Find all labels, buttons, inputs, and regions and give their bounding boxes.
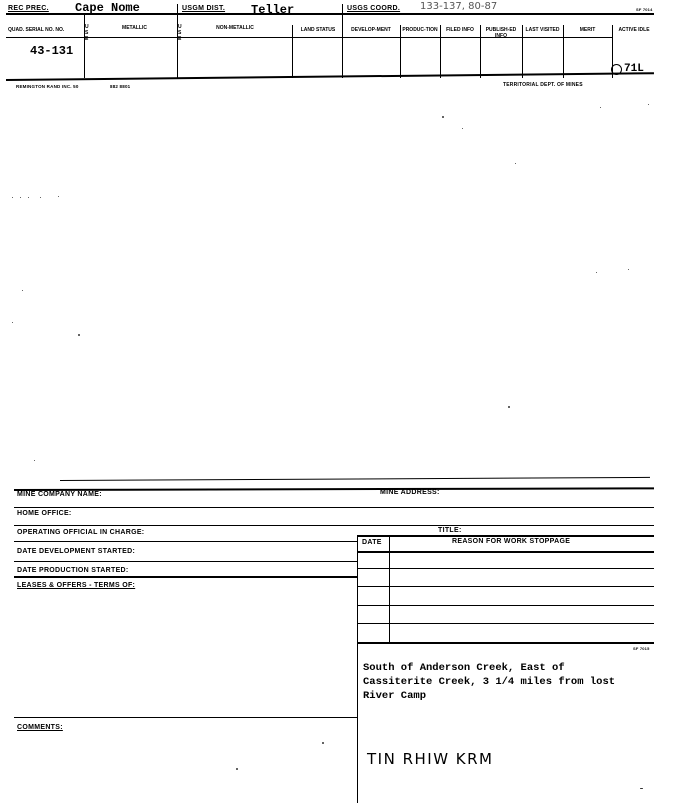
date-prod-rule <box>14 576 358 578</box>
published-info-header: PUBLISH-ED INFO <box>485 27 517 39</box>
merit-header: MERIT <box>579 27 596 33</box>
comments-rule <box>14 717 358 718</box>
development-header: DEVELOP-MENT <box>351 27 391 33</box>
printer-codes: 882 8801 <box>110 84 131 89</box>
stoppage-top-rule <box>357 535 654 537</box>
active-idle-value: 71L <box>624 63 644 75</box>
grid-divider <box>292 25 293 78</box>
production-header: PRODUC-TION <box>402 27 438 33</box>
grid-bottom-rule <box>6 72 654 81</box>
date-development-label: DATE DEVELOPMENT STARTED: <box>17 548 136 555</box>
rec-prec-value: Cape Nome <box>75 1 140 15</box>
stoppage-row-rule <box>357 623 654 624</box>
location-line-1: South of Anderson Creek, East of <box>363 662 565 674</box>
grid-divider <box>563 25 564 78</box>
home-office-label: HOME OFFICE: <box>17 510 72 517</box>
reason-column-header: REASON FOR WORK STOPPAGE <box>452 538 571 545</box>
usgm-dist-value: Teller <box>251 3 295 17</box>
quad-serial-value: 43-131 <box>30 44 74 58</box>
usgm-dist-label: USGM DIST. <box>182 5 226 12</box>
grid-divider <box>522 25 523 78</box>
metallic-header: METALLIC <box>122 25 147 31</box>
date-dev-rule <box>14 541 358 542</box>
date-column-divider <box>389 535 390 642</box>
mine-address-label: MINE ADDRESS: <box>380 489 440 496</box>
date-production-label: DATE PRODUCTION STARTED: <box>17 567 129 574</box>
quad-serial-header: QUAD. SERIAL NO. NO. <box>8 27 65 33</box>
home-office-rule <box>14 507 654 508</box>
use-letters-nonmetallic: U S E <box>178 24 182 42</box>
filed-info-header: FILED INFO <box>446 27 474 33</box>
land-status-header: LAND STATUS <box>300 27 336 33</box>
date-prod-top-rule <box>14 561 358 562</box>
usgs-coord-value: 133-137, 80-87 <box>420 1 498 12</box>
use-letters-metallic: U S E <box>85 24 89 42</box>
form-number-2: SF 7015 <box>633 646 650 651</box>
stoppage-row-rule <box>357 586 654 587</box>
date-column-header: DATE <box>362 539 382 546</box>
active-idle-header: ACTIVE IDLE <box>618 27 650 33</box>
location-line-2: Cassiterite Creek, 3 1/4 miles from lost <box>363 676 616 688</box>
grid-divider <box>400 25 401 78</box>
nonmetallic-header: NON-METALLIC <box>216 25 254 31</box>
lower-top-rule <box>60 477 650 481</box>
operating-official-rule <box>14 525 654 526</box>
printer-mark: REMINGTON RAND INC. 50 <box>16 84 79 89</box>
grid-divider <box>342 4 343 78</box>
header-top-rule <box>6 13 654 15</box>
title-label: TITLE: <box>438 527 462 534</box>
department-name: TERRITORIAL DEPT. OF MINES <box>503 82 583 88</box>
location-line-3: River Camp <box>363 690 427 702</box>
grid-divider <box>440 25 441 78</box>
grid-divider <box>480 25 481 78</box>
form-number: SF 7014 <box>636 7 653 12</box>
stoppage-bottom-rule <box>357 642 654 644</box>
rec-prec-label: REC PREC. <box>8 5 49 12</box>
stoppage-header-rule <box>357 551 654 553</box>
last-visited-header: LAST VISITED <box>525 27 560 33</box>
active-idle-marker <box>611 64 622 75</box>
operating-official-label: OPERATING OFFICIAL IN CHARGE: <box>17 529 145 536</box>
usgs-coord-label: USGS COORD. <box>347 5 401 12</box>
comments-label: COMMENTS: <box>17 724 63 731</box>
lower-center-divider <box>357 535 358 803</box>
stoppage-row-rule <box>357 605 654 606</box>
handwritten-note: TIN RHIW KRM <box>367 750 494 768</box>
mine-company-rule <box>14 487 654 491</box>
leases-offers-label: LEASES & OFFERS - TERMS OF: <box>17 582 136 589</box>
mine-company-name-label: MINE COMPANY NAME: <box>17 491 102 498</box>
stoppage-row-rule <box>357 568 654 569</box>
